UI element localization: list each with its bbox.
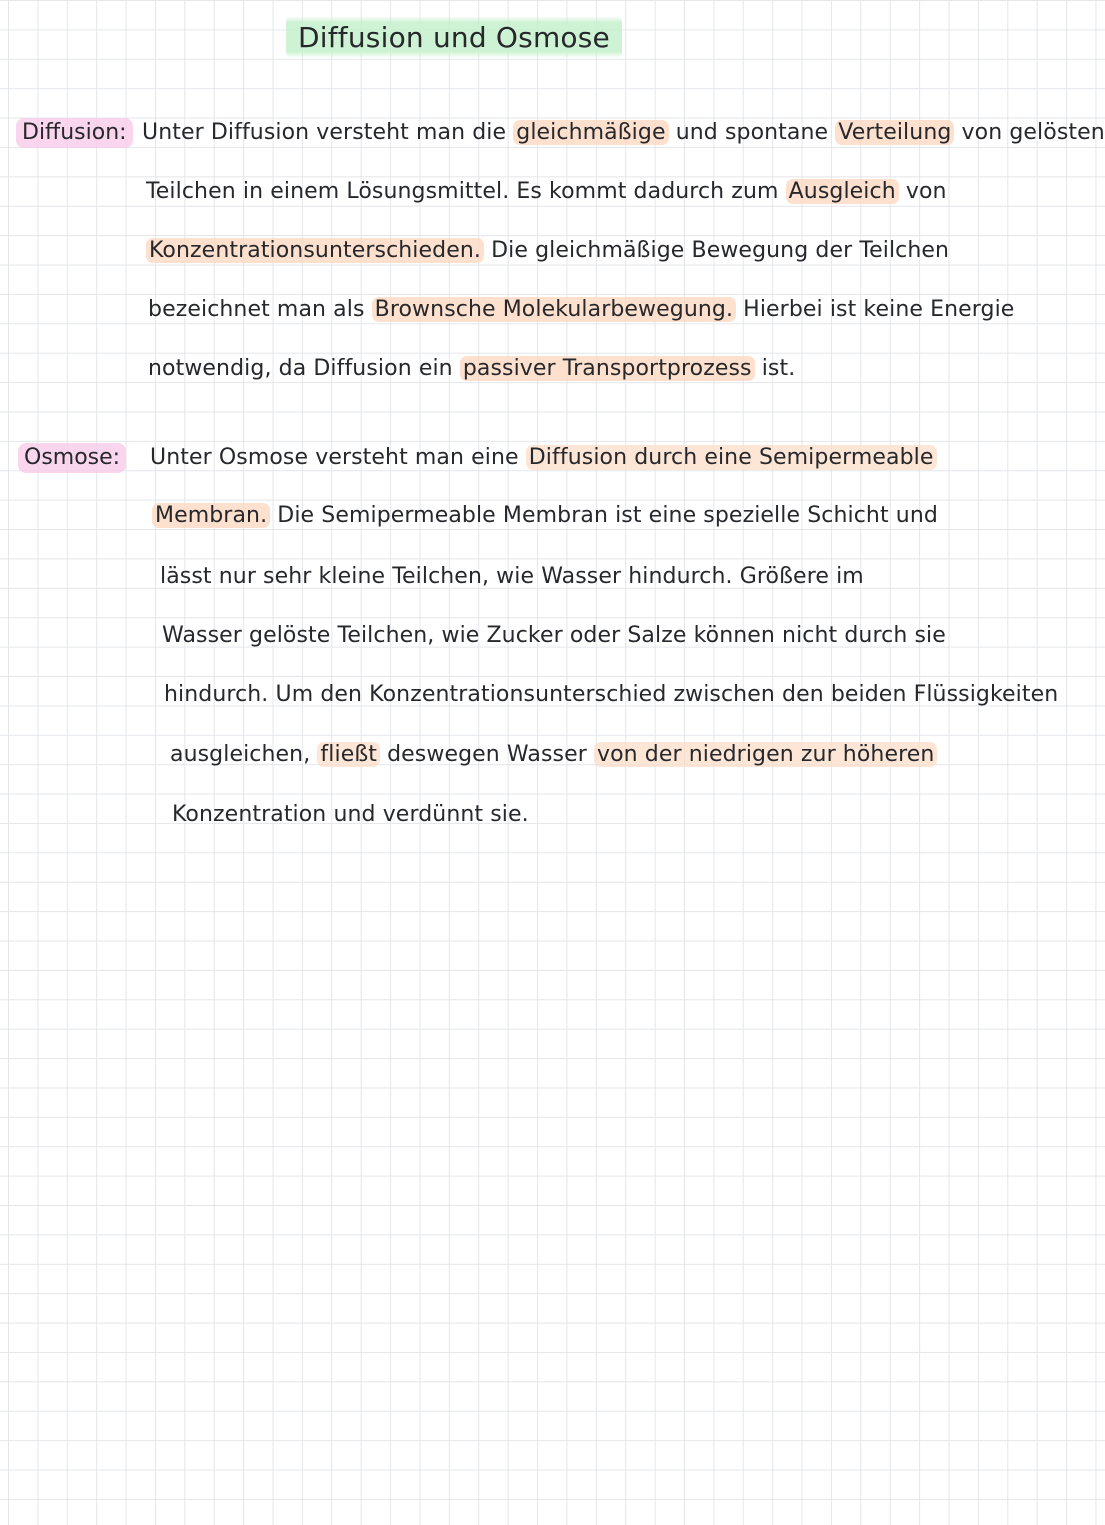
highlight-brownsche-molekularbewegung: Brownsche Molekularbewegung.	[372, 297, 736, 322]
diffusion-line-3: Konzentrationsunterschieden. Die gleichmäßige Bewegung der Teilchen	[146, 236, 949, 266]
osmose-line-5: hindurch. Um den Konzentrationsunterschied zwischen den beiden Flüssigkeiten	[164, 682, 1059, 707]
highlight-fliesst: fließt	[317, 742, 380, 767]
highlight-gleichmaessige: gleichmäßige	[513, 120, 668, 145]
diffusion-line-4: bezeichnet man als Brownsche Molekularbewegung. Hierbei ist keine Energie	[148, 297, 1015, 322]
highlight-verteilung: Verteilung	[835, 120, 954, 145]
osmose-line-3: lässt nur sehr kleine Teilchen, wie Wasser hindurch. Größere im	[160, 564, 864, 589]
highlight-konzentrationsunterschieden: Konzentrationsunterschieden.	[146, 238, 484, 263]
osmose-line-6: ausgleichen, fließt deswegen Wasser von der niedrigen zur höheren	[170, 740, 937, 770]
diffusion-label: Diffusion:	[16, 118, 133, 148]
highlight-ausgleich: Ausgleich	[786, 179, 899, 204]
diffusion-line-1: Unter Diffusion versteht man die gleichmäßige und spontane Verteilung von gelösten	[142, 120, 1105, 145]
osmose-line-2: Membran. Die Semipermeable Membran ist eine spezielle Schicht und	[152, 501, 938, 531]
osmose-line-4: Wasser gelöste Teilchen, wie Zucker oder Salze können nicht durch sie	[162, 623, 946, 648]
osmose-label: Osmose:	[18, 443, 126, 473]
highlight-von-der-niedrigen-zur-hoeheren: von der niedrigen zur höheren	[594, 742, 937, 767]
highlight-diffusion-durch-eine-semipermeable: Diffusion durch eine Semipermeable	[526, 445, 937, 470]
diffusion-line-5: notwendig, da Diffusion ein passiver Transportprozess ist.	[148, 356, 796, 381]
diffusion-line-2: Teilchen in einem Lösungsmittel. Es kommt dadurch zum Ausgleich von	[146, 179, 947, 204]
highlight-membran: Membran.	[152, 503, 270, 528]
page-title: Diffusion und Osmose	[286, 16, 622, 58]
osmose-line-7: Konzentration und verdünnt sie.	[172, 802, 529, 827]
osmose-line-1: Unter Osmose versteht man eine Diffusion durch eine Semipermeable	[150, 443, 937, 473]
highlight-passiver-transportprozess: passiver Transportprozess	[460, 356, 755, 381]
